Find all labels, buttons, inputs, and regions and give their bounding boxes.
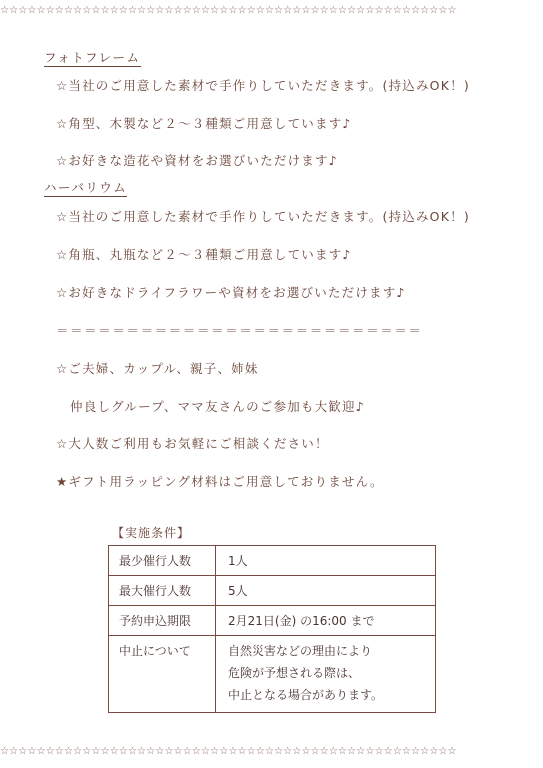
herbarium-line-3: ☆お好きなドライフラワーや資材をお選びいただけます♪	[56, 285, 406, 300]
conditions-value-line: 自然災害などの理由により	[228, 644, 373, 658]
note-line-4: ★ギフト用ラッピング材料はご用意しておりません。	[56, 474, 384, 489]
separator-line: ＝＝＝＝＝＝＝＝＝＝＝＝＝＝＝＝＝＝＝＝＝＝＝＝＝＝	[56, 323, 423, 338]
table-row	[109, 546, 436, 576]
heading-herbarium: ハーバリウム	[44, 180, 128, 195]
conditions-value-line: 中止となる場合があります。	[228, 688, 384, 702]
conditions-table	[108, 545, 436, 713]
heading-photo-frame: フォトフレーム	[44, 50, 141, 65]
star-border-top: ☆☆☆☆☆☆☆☆☆☆☆☆☆☆☆☆☆☆☆☆☆☆☆☆☆☆☆☆☆☆☆☆☆☆☆☆☆☆☆☆☆☆☆☆☆☆☆☆☆☆	[0, 5, 457, 16]
conditions-title: 【実施条件】	[112, 526, 191, 540]
conditions-value: 2月21日(金) の16:00 まで	[216, 606, 436, 636]
photo-frame-line-2: ☆角型、木製など２～３種類ご用意しています♪	[56, 116, 352, 131]
conditions-key: 中止について	[109, 636, 216, 713]
photo-frame-line-3: ☆お好きな造花や資材をお選びいただけます♪	[56, 153, 338, 168]
note-line-1: ☆ご夫婦、カップル、親子、姉妹	[56, 361, 259, 376]
note-line-2: 仲良しグループ、ママ友さんのご参加も大歓迎♪	[70, 399, 365, 414]
herbarium-line-1: ☆当社のご用意した素材で手作りしていただきます。(持込みOK！)	[56, 209, 470, 224]
conditions-key: 最少催行人数	[109, 546, 216, 576]
herbarium-line-2: ☆角瓶、丸瓶など２～３種類ご用意しています♪	[56, 247, 352, 262]
conditions-key: 最大催行人数	[109, 576, 216, 606]
star-border-bottom: ☆☆☆☆☆☆☆☆☆☆☆☆☆☆☆☆☆☆☆☆☆☆☆☆☆☆☆☆☆☆☆☆☆☆☆☆☆☆☆☆☆☆☆☆☆☆☆☆☆☆	[0, 746, 457, 757]
table-row	[109, 636, 436, 713]
photo-frame-line-1: ☆当社のご用意した素材で手作りしていただきます。(持込みOK！)	[56, 78, 470, 93]
conditions-value: 1人	[216, 546, 436, 576]
conditions-key: 予約申込期限	[109, 606, 216, 636]
conditions-value: 5人	[216, 576, 436, 606]
table-row	[109, 576, 436, 606]
conditions-value	[216, 636, 436, 713]
note-line-3: ☆大人数ご利用もお気軽にご相談ください！	[56, 436, 329, 451]
conditions-value-line: 危険が予想される際は、	[228, 666, 361, 680]
table-row	[109, 606, 436, 636]
